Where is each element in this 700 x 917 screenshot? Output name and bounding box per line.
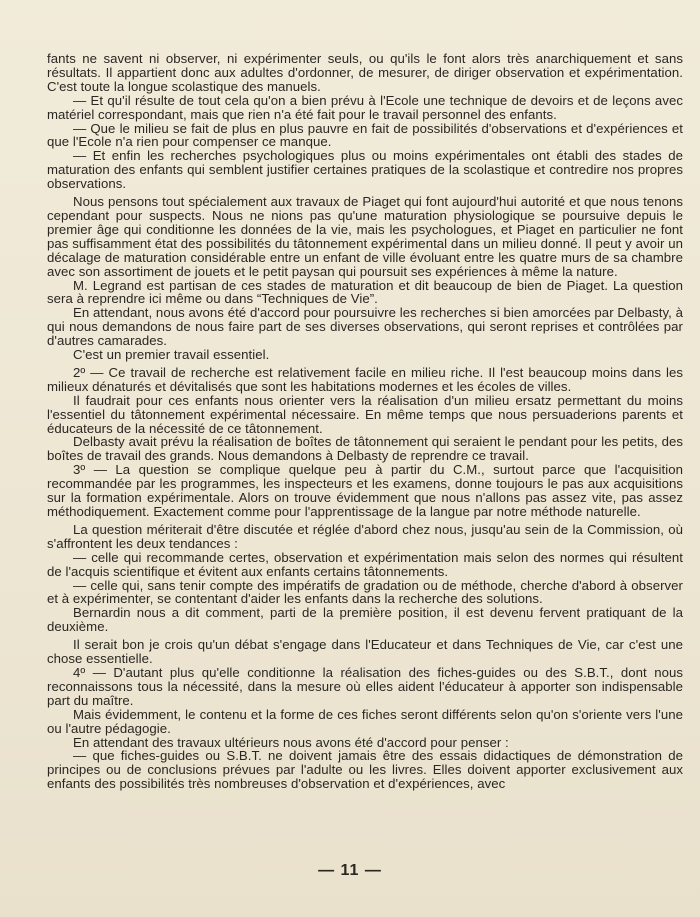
- page-number: — 11 —: [318, 862, 382, 879]
- paragraph: 3º — La question se complique quelque peu à partir du C.M., surtout parce que l'acquisition recommandée par les programmes, les inspecteurs et les examens, donne toujours le pas aux acquisitions sur la formation expérimentale. Alors on trouve évidemment que nous n'allons pas assez vite, pas assez méthodiquement. Exactement comme pour l'apprentissage de la langue par notre méthode naturelle.: [47, 462, 683, 519]
- paragraph: — celle qui, sans tenir compte des impératifs de gradation ou de méthode, cherche d'abord à observer et à expérimenter, se contentant d'aider les enfants dans la recherche des solutions.: [47, 577, 683, 607]
- paragraph: fants ne savent ni observer, ni expérimenter seuls, ou qu'ils le font alors très anarchiquement et sans résultats. Il appartient donc aux adultes d'ordonner, de mesurer, de diriger observation et expérimentation. C'est toute la longue scolastique des manuels.: [47, 51, 683, 94]
- paragraph: Il faudrait pour ces enfants nous orienter vers la réalisation d'un milieu ersatz permettant du moins l'essentiel du tâtonnement expérimental nécessaire. En même temps que nous persuaderions parents et éducateurs de la nécessité de ce tâtonnement.: [47, 392, 683, 436]
- paragraph: — Et enfin les recherches psychologiques plus ou moins expérimentales ont établi des stades de maturation des enfants qui semblent justifier certaines pratiques de la scolastique et contredire nos propres observations.: [47, 148, 683, 192]
- paragraph: Delbasty avait prévu la réalisation de boîtes de tâtonnement qui seraient le pendant pour les petits, des boîtes de travail des grands. Nous demandons à Delbasty de reprendre ce travail.: [47, 434, 683, 464]
- paragraph: — que fiches-guides ou S.B.T. ne doivent jamais être des essais didactiques de démonstration de principes ou de conclusions prévues par l'adulte ou les livres. Elles doivent apporter exclusivement aux enfants des possibilités très nombreuses d'observation et d'expériences, avec: [47, 748, 683, 792]
- paragraph: 4º — D'autant plus qu'elle conditionne la réalisation des fiches-guides ou des S.B.T., dont nous reconnaissons tous la nécessité, dans la mesure où elles aident l'éducateur à apporter son indispensable part du maître.: [47, 664, 683, 708]
- paragraph: Il serait bon je crois qu'un débat s'engage dans l'Educateur et dans Techniques de Vie, car c'est une chose essentielle.: [47, 637, 683, 667]
- paragraph: C'est un premier travail essentiel.: [73, 347, 270, 363]
- paragraph: — Que le milieu se fait de plus en plus pauvre en fait de possibilités d'observations et d'expériences et que l'Ecole n'a rien pour compenser ce manque.: [47, 120, 683, 150]
- paragraph: — celle qui recommande certes, observation et expérimentation mais selon des normes qui résultent de l'acquis scientifique et évitent aux enfants certains tâtonnements.: [47, 549, 683, 579]
- paragraph: Mais évidemment, le contenu et la forme de ces fiches seront différents selon qu'on s'oriente vers l'une ou l'autre pédagogie.: [47, 706, 683, 736]
- paragraph: La question mériterait d'être discutée et réglée d'abord chez nous, jusqu'au sein de la Commission, où s'affrontent les deux tendances :: [47, 521, 683, 551]
- paragraph: 2º — Ce travail de recherche est relativement facile en milieu riche. Il l'est beaucoup moins dans les milieux dénaturés et dévitalisés que sont les habitations modernes et les écoles de villes.: [47, 364, 683, 394]
- paragraph: Nous pensons tout spécialement aux travaux de Piaget qui font aujourd'hui autorité et que nous tenons cependant pour suspects. Nous ne nions pas qu'une maturation physiologique se poursuive depuis le premier âge qui conditionne les données de la vie, mais les psychologues, et Piaget en particulier ne font pas suffisamment état des possibilités du tâtonnement expérimental dans un milieu donné. Il peut y avoir un décalage de maturation considérable entre un enfant de ville évoluant entre les quatre murs de sa chambre avec son assortiment de jouets et le petit paysan qui poursuit ses expériences à même la nature.: [47, 194, 683, 279]
- paragraph: En attendant des travaux ultérieurs nous avons été d'accord pour penser :: [73, 734, 509, 750]
- paragraph: M. Legrand est partisan de ces stades de maturation et dit beaucoup de bien de Piaget. La question sera à reprendre ici même ou dans “Techniques de Vie”.: [47, 277, 683, 307]
- body-text: [47, 52, 683, 791]
- paragraph: Bernardin nous a dit comment, parti de la première position, il est devenu fervent pratiquant de la deuxième.: [47, 605, 683, 635]
- paragraph: — Et qu'il résulte de tout cela qu'on a bien prévu à l'Ecole une technique de devoirs et de leçons avec matériel correspondant, mais que rien n'a été fait pour le travail personnel des enfants.: [47, 92, 683, 122]
- paragraph: En attendant, nous avons été d'accord pour poursuivre les recherches si bien amorcées par Delbasty, à qui nous demandons de nous faire part de ses diverses observations, qui seront reprises et contrôlées par d'autres camarades.: [47, 305, 683, 349]
